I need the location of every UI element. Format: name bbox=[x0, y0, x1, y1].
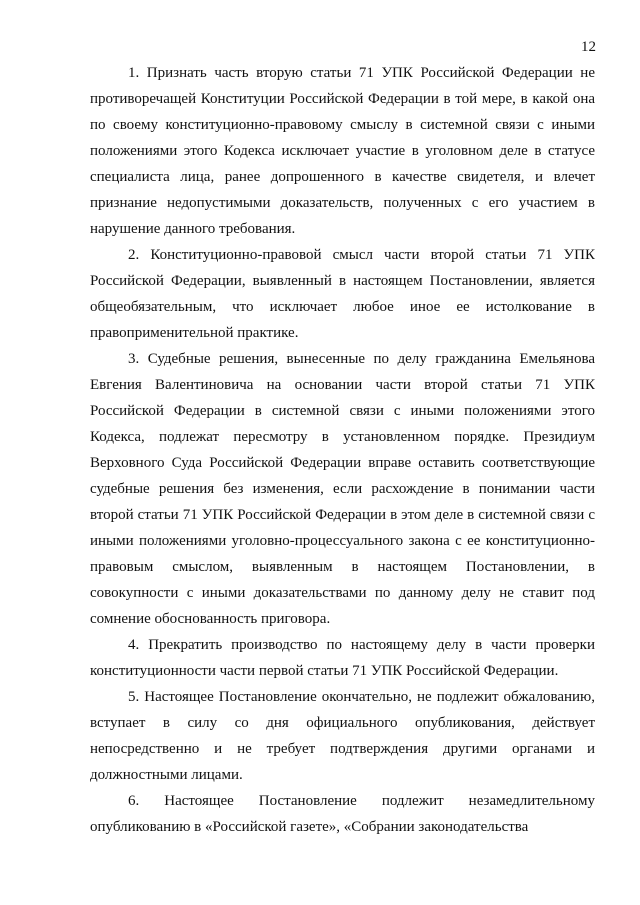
page-number: 12 bbox=[581, 39, 596, 55]
paragraph-5: 5. Настоящее Постановление окончательно, не подлежит обжалованию, вступает в силу со дня официального опубликования, действует непосредственно и не требует подтверждения другими органами и должностными лицами. bbox=[90, 689, 595, 783]
paragraph-3: 3. Судебные решения, вынесенные по делу гражданина Емельянова Евгения Валентиновича на основании части второй статьи 71 УПК Российской Федерации в системной связи с иными положениями этого Кодекса, подлежат пересмотру в установленном порядке. Президиум Верховного Суда Российской Федерации вправе оставить соответствующие судебные решения без изменения, если расхождение в понимании части второй статьи 71 УПК Российской Федерации в этом деле в системной связи с иными положениями уголовно-процессуального закона с ее конституционно-правовым смыслом, выявленным в настоящем Постановлении, в совокупности с иными доказательствами по данному делу не ставит под сомнение обоснованность приговора. bbox=[90, 351, 595, 627]
document-body bbox=[90, 60, 595, 840]
paragraph-6: 6. Настоящее Постановление подлежит незамедлительному опубликованию в «Российской газете», «Собрании законодательства bbox=[90, 793, 595, 835]
paragraph-4: 4. Прекратить производство по настоящему делу в части проверки конституционности части первой статьи 71 УПК Российской Федерации. bbox=[90, 637, 595, 679]
paragraph-1: 1. Признать часть вторую статьи 71 УПК Российской Федерации не противоречащей Конституции Российской Федерации в той мере, в какой она по своему конституционно-правовому смыслу в системной связи с иными положениями этого Кодекса исключает участие в уголовном деле в статусе специалиста лица, ранее допрошенного в качестве свидетеля, и влечет признание недопустимыми доказательств, полученных с его участием в нарушение данного требования. bbox=[90, 65, 595, 237]
paragraph-2: 2. Конституционно-правовой смысл части второй статьи 71 УПК Российской Федерации, выявленный в настоящем Постановлении, является общеобязательным, что исключает любое иное ее истолкование в правоприменительной практике. bbox=[90, 247, 595, 341]
